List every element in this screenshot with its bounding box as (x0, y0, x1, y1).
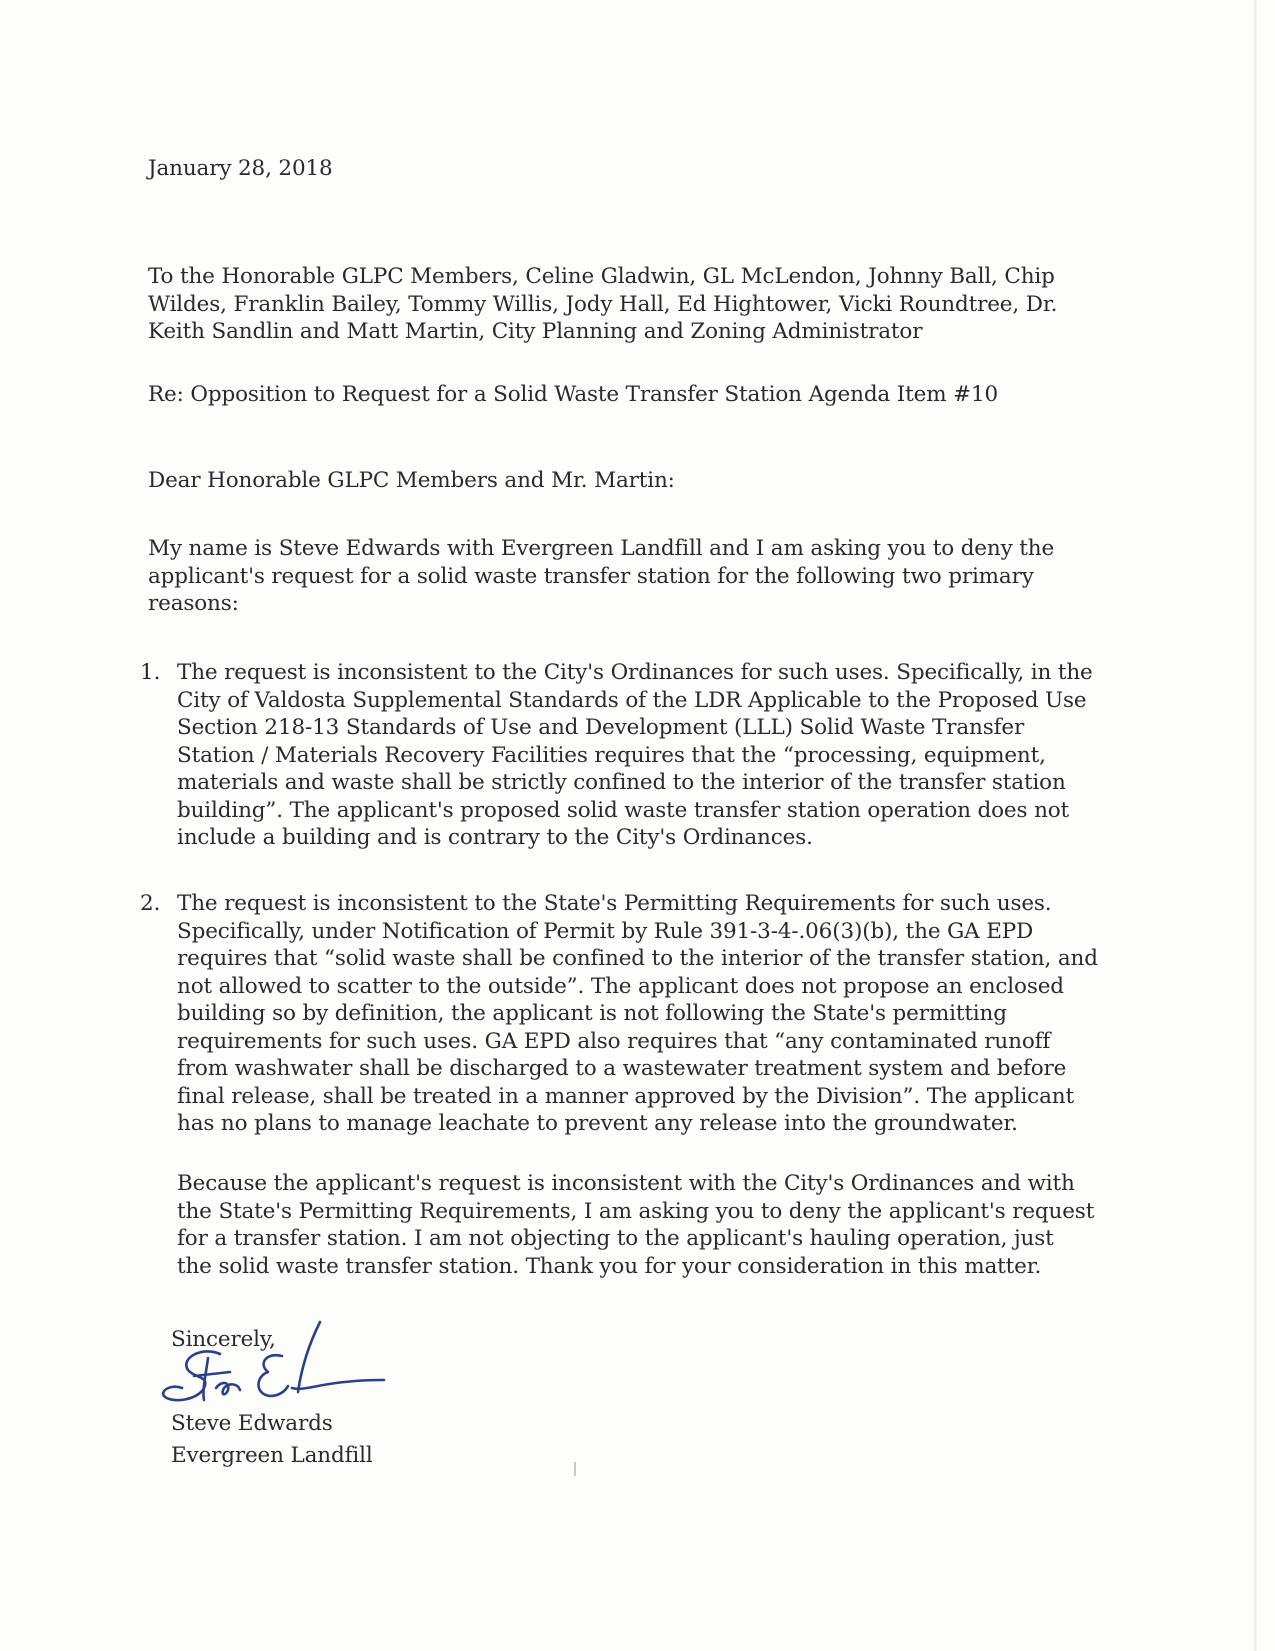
list-item-line: Station / Materials Recovery Facilities requires that the “processing, equipment, (177, 742, 1046, 768)
intro-line: applicant's request for a solid waste transfer station for the following two primary (148, 563, 1034, 589)
salutation: Dear Honorable GLPC Members and Mr. Martin: (148, 468, 675, 493)
list-item-line: requirements for such uses. GA EPD also requires that “any contaminated runoff (177, 1028, 1051, 1054)
list-item-line: include a building and is contrary to the City's Ordinances. (177, 825, 813, 850)
list-item-number: 2. (140, 891, 161, 916)
list-item-line: not allowed to scatter to the outside”. The applicant does not propose an enclosed (177, 973, 1064, 999)
addressee-block (148, 263, 1057, 346)
signoff: Sincerely, (171, 1327, 276, 1352)
list-item-1 (177, 659, 1093, 852)
letter-date: January 28, 2018 (148, 156, 333, 181)
list-item-line: building”. The applicant's proposed solid waste transfer station operation does not (177, 797, 1070, 823)
scan-speck (574, 1462, 576, 1476)
list-item-line: building so by definition, the applicant is not following the State's permitting (177, 1001, 1007, 1026)
list-item-line: from washwater shall be discharged to a wastewater treatment system and before (177, 1056, 1067, 1081)
addressee-line: Wildes, Franklin Bailey, Tommy Willis, Jody Hall, Ed Hightower, Vicki Roundtree, Dr. (148, 291, 1058, 317)
list-item-line: Section 218-13 Standards of Use and Development (LLL) Solid Waste Transfer (177, 715, 1025, 740)
list-item-2 (177, 890, 1098, 1138)
addressee-line: To the Honorable GLPC Members, Celine Gladwin, GL McLendon, Johnny Ball, Chip (148, 264, 1055, 289)
scan-edge (1254, 0, 1257, 1651)
intro-paragraph (148, 535, 1054, 618)
list-item-line: The request is inconsistent to the City's Ordinances for such uses. Specifically, in the (177, 660, 1093, 685)
list-item-line: The request is inconsistent to the State's Permitting Requirements for such uses. (177, 891, 1052, 916)
addressee-line: Keith Sandlin and Matt Martin, City Planning and Zoning Administrator (148, 319, 923, 344)
closing-paragraph (177, 1170, 1094, 1280)
list-item-line: final release, shall be treated in a manner approved by the Division”. The applicant (177, 1083, 1074, 1109)
signer-organization: Evergreen Landfill (171, 1443, 373, 1468)
list-item-line: Specifically, under Notification of Permit by Rule 391-3-4-.06(3)(b), the GA EPD (177, 918, 1034, 944)
closing-line: the solid waste transfer station. Thank you for your consideration in this matter. (177, 1253, 1042, 1279)
list-item-line: has no plans to manage leachate to prevent any release into the groundwater. (177, 1111, 1018, 1136)
closing-line: the State's Permitting Requirements, I am asking you to deny the applicant's request (177, 1198, 1095, 1224)
subject-line: Re: Opposition to Request for a Solid Waste Transfer Station Agenda Item #10 (148, 382, 999, 407)
list-item-line: City of Valdosta Supplemental Standards of the LDR Applicable to the Proposed Use (177, 687, 1087, 713)
intro-line: reasons: (148, 591, 239, 616)
list-item-line: requires that “solid waste shall be confined to the interior of the transfer station, and (177, 946, 1098, 971)
list-item-number: 1. (140, 660, 161, 685)
closing-line: Because the applicant's request is inconsistent with the City's Ordinances and with (177, 1171, 1075, 1196)
list-item-line: materials and waste shall be strictly confined to the interior of the transfer station (177, 770, 1066, 795)
intro-line: My name is Steve Edwards with Evergreen Landfill and I am asking you to deny the (148, 536, 1055, 561)
signer-name: Steve Edwards (171, 1411, 333, 1436)
closing-line: for a transfer station. I am not objecting to the applicant's hauling operation, just (177, 1226, 1054, 1251)
signature (158, 1318, 388, 1414)
